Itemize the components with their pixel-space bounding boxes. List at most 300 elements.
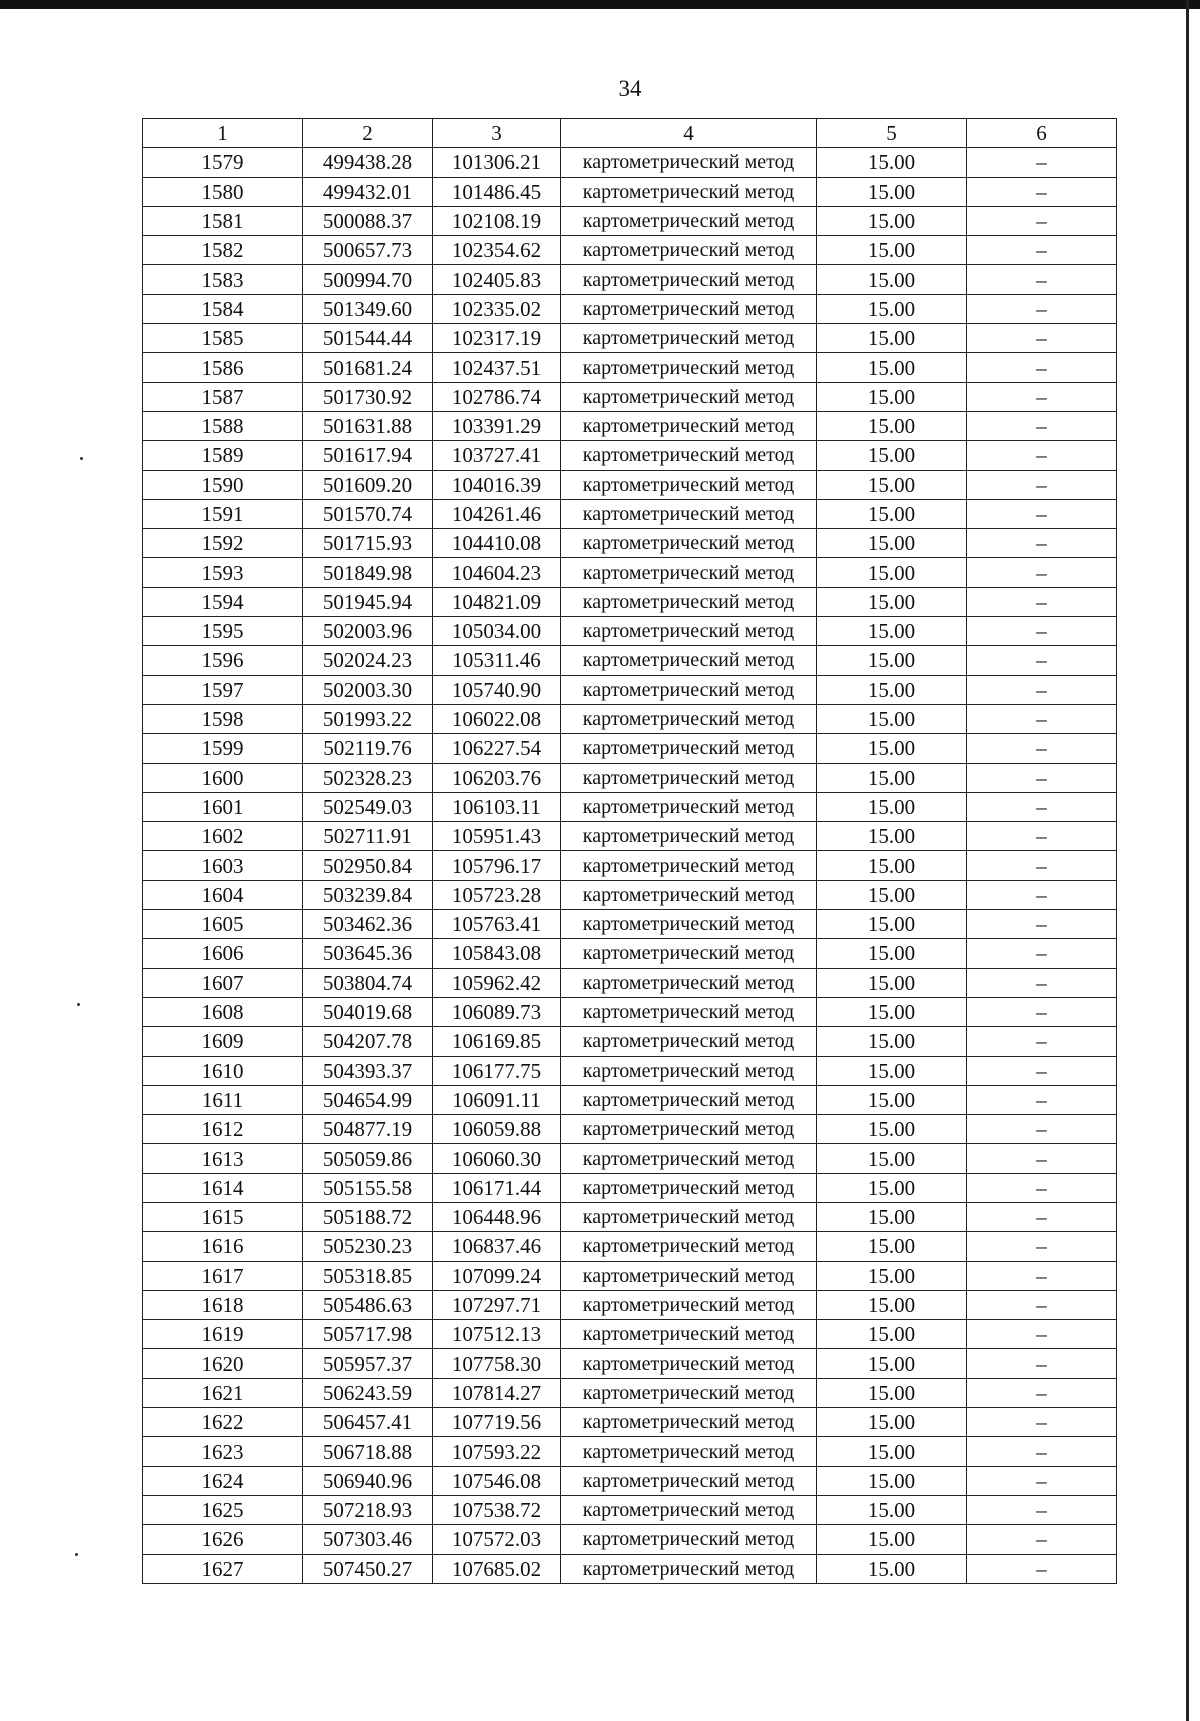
table-row — [143, 411, 1117, 440]
cell-y-coordinate: 102108.19 — [433, 206, 561, 235]
cell-note: – — [967, 1261, 1117, 1290]
cell-x-coordinate: 502003.30 — [303, 675, 433, 704]
cell-point-number: 1617 — [143, 1261, 303, 1290]
cell-y-coordinate: 106089.73 — [433, 997, 561, 1026]
table-row — [143, 587, 1117, 616]
cell-method: картометрический метод — [561, 910, 817, 939]
column-header-6: 6 — [967, 119, 1117, 148]
table-row — [143, 1232, 1117, 1261]
table-row — [143, 1554, 1117, 1583]
cell-x-coordinate: 501570.74 — [303, 499, 433, 528]
cell-note: – — [967, 499, 1117, 528]
cell-accuracy: 15.00 — [817, 1085, 967, 1114]
cell-note: – — [967, 763, 1117, 792]
cell-y-coordinate: 106022.08 — [433, 704, 561, 733]
cell-y-coordinate: 106169.85 — [433, 1027, 561, 1056]
table-row — [143, 675, 1117, 704]
cell-note: – — [967, 1378, 1117, 1407]
cell-y-coordinate: 107546.08 — [433, 1466, 561, 1495]
cell-method: картометрический метод — [561, 1437, 817, 1466]
cell-point-number: 1594 — [143, 587, 303, 616]
cell-point-number: 1590 — [143, 470, 303, 499]
cell-accuracy: 15.00 — [817, 1349, 967, 1378]
cell-y-coordinate: 101486.45 — [433, 177, 561, 206]
cell-note: – — [967, 1056, 1117, 1085]
cell-point-number: 1613 — [143, 1144, 303, 1173]
cell-x-coordinate: 504207.78 — [303, 1027, 433, 1056]
cell-method: картометрический метод — [561, 294, 817, 323]
table-row — [143, 763, 1117, 792]
cell-note: – — [967, 265, 1117, 294]
cell-note: – — [967, 704, 1117, 733]
cell-point-number: 1610 — [143, 1056, 303, 1085]
cell-accuracy: 15.00 — [817, 763, 967, 792]
cell-note: – — [967, 558, 1117, 587]
cell-note: – — [967, 1349, 1117, 1378]
column-header-3: 3 — [433, 119, 561, 148]
cell-x-coordinate: 502024.23 — [303, 646, 433, 675]
cell-x-coordinate: 501544.44 — [303, 324, 433, 353]
table-row — [143, 792, 1117, 821]
cell-accuracy: 15.00 — [817, 1144, 967, 1173]
table-row — [143, 1144, 1117, 1173]
cell-note: – — [967, 792, 1117, 821]
cell-method: картометрический метод — [561, 1378, 817, 1407]
cell-accuracy: 15.00 — [817, 646, 967, 675]
table-row — [143, 617, 1117, 646]
cell-y-coordinate: 105723.28 — [433, 880, 561, 909]
cell-x-coordinate: 501609.20 — [303, 470, 433, 499]
table-body — [143, 148, 1117, 1584]
cell-x-coordinate: 502328.23 — [303, 763, 433, 792]
cell-point-number: 1607 — [143, 968, 303, 997]
cell-note: – — [967, 382, 1117, 411]
cell-y-coordinate: 106227.54 — [433, 734, 561, 763]
cell-accuracy: 15.00 — [817, 1232, 967, 1261]
cell-point-number: 1609 — [143, 1027, 303, 1056]
cell-point-number: 1587 — [143, 382, 303, 411]
cell-y-coordinate: 106103.11 — [433, 792, 561, 821]
cell-method: картометрический метод — [561, 1027, 817, 1056]
table-row — [143, 265, 1117, 294]
cell-y-coordinate: 102437.51 — [433, 353, 561, 382]
cell-note: – — [967, 236, 1117, 265]
cell-y-coordinate: 105034.00 — [433, 617, 561, 646]
cell-note: – — [967, 1173, 1117, 1202]
cell-y-coordinate: 105311.46 — [433, 646, 561, 675]
cell-x-coordinate: 505230.23 — [303, 1232, 433, 1261]
table-row — [143, 382, 1117, 411]
cell-y-coordinate: 105951.43 — [433, 822, 561, 851]
cell-note: – — [967, 1554, 1117, 1583]
cell-point-number: 1606 — [143, 939, 303, 968]
cell-method: картометрический метод — [561, 997, 817, 1026]
cell-accuracy: 15.00 — [817, 148, 967, 177]
table-row — [143, 1290, 1117, 1319]
cell-point-number: 1615 — [143, 1202, 303, 1231]
cell-accuracy: 15.00 — [817, 1027, 967, 1056]
cell-point-number: 1611 — [143, 1085, 303, 1114]
table-row — [143, 177, 1117, 206]
cell-method: картометрический метод — [561, 1408, 817, 1437]
cell-method: картометрический метод — [561, 704, 817, 733]
cell-note: – — [967, 822, 1117, 851]
cell-method: картометрический метод — [561, 1173, 817, 1202]
cell-x-coordinate: 504393.37 — [303, 1056, 433, 1085]
cell-accuracy: 15.00 — [817, 851, 967, 880]
cell-accuracy: 15.00 — [817, 704, 967, 733]
cell-accuracy: 15.00 — [817, 1378, 967, 1407]
cell-accuracy: 15.00 — [817, 324, 967, 353]
cell-note: – — [967, 617, 1117, 646]
cell-note: – — [967, 529, 1117, 558]
cell-y-coordinate: 107719.56 — [433, 1408, 561, 1437]
cell-y-coordinate: 102317.19 — [433, 324, 561, 353]
cell-point-number: 1623 — [143, 1437, 303, 1466]
cell-note: – — [967, 148, 1117, 177]
cell-point-number: 1597 — [143, 675, 303, 704]
cell-x-coordinate: 505486.63 — [303, 1290, 433, 1319]
table-row — [143, 324, 1117, 353]
cell-x-coordinate: 505188.72 — [303, 1202, 433, 1231]
cell-point-number: 1624 — [143, 1466, 303, 1495]
table-row — [143, 236, 1117, 265]
table-row — [143, 148, 1117, 177]
cell-accuracy: 15.00 — [817, 1115, 967, 1144]
cell-y-coordinate: 107593.22 — [433, 1437, 561, 1466]
cell-x-coordinate: 505059.86 — [303, 1144, 433, 1173]
cell-accuracy: 15.00 — [817, 294, 967, 323]
cell-accuracy: 15.00 — [817, 1525, 967, 1554]
cell-method: картометрический метод — [561, 1144, 817, 1173]
cell-note: – — [967, 353, 1117, 382]
cell-note: – — [967, 1290, 1117, 1319]
cell-x-coordinate: 502549.03 — [303, 792, 433, 821]
cell-accuracy: 15.00 — [817, 1408, 967, 1437]
coordinates-table-container — [142, 118, 1116, 1584]
cell-method: картометрический метод — [561, 499, 817, 528]
cell-accuracy: 15.00 — [817, 1554, 967, 1583]
cell-x-coordinate: 503462.36 — [303, 910, 433, 939]
cell-note: – — [967, 411, 1117, 440]
table-row — [143, 1525, 1117, 1554]
table-row — [143, 529, 1117, 558]
cell-y-coordinate: 103391.29 — [433, 411, 561, 440]
table-row — [143, 1056, 1117, 1085]
cell-point-number: 1626 — [143, 1525, 303, 1554]
cell-accuracy: 15.00 — [817, 617, 967, 646]
cell-accuracy: 15.00 — [817, 1202, 967, 1231]
cell-point-number: 1608 — [143, 997, 303, 1026]
cell-point-number: 1598 — [143, 704, 303, 733]
cell-y-coordinate: 106059.88 — [433, 1115, 561, 1144]
cell-method: картометрический метод — [561, 353, 817, 382]
cell-y-coordinate: 104604.23 — [433, 558, 561, 587]
cell-method: картометрический метод — [561, 236, 817, 265]
cell-x-coordinate: 499432.01 — [303, 177, 433, 206]
cell-accuracy: 15.00 — [817, 1437, 967, 1466]
cell-note: – — [967, 206, 1117, 235]
cell-y-coordinate: 107538.72 — [433, 1495, 561, 1524]
cell-method: картометрический метод — [561, 558, 817, 587]
cell-note: – — [967, 997, 1117, 1026]
table-row — [143, 206, 1117, 235]
cell-point-number: 1605 — [143, 910, 303, 939]
column-header-2: 2 — [303, 119, 433, 148]
cell-y-coordinate: 102405.83 — [433, 265, 561, 294]
table-row — [143, 1320, 1117, 1349]
cell-accuracy: 15.00 — [817, 1466, 967, 1495]
table-row — [143, 822, 1117, 851]
cell-x-coordinate: 500088.37 — [303, 206, 433, 235]
cell-y-coordinate: 105962.42 — [433, 968, 561, 997]
cell-point-number: 1612 — [143, 1115, 303, 1144]
cell-method: картометрический метод — [561, 382, 817, 411]
cell-accuracy: 15.00 — [817, 353, 967, 382]
cell-point-number: 1599 — [143, 734, 303, 763]
cell-point-number: 1602 — [143, 822, 303, 851]
cell-point-number: 1581 — [143, 206, 303, 235]
cell-point-number: 1618 — [143, 1290, 303, 1319]
cell-method: картометрический метод — [561, 939, 817, 968]
scan-right-edge — [1186, 0, 1189, 1721]
cell-note: – — [967, 1085, 1117, 1114]
cell-accuracy: 15.00 — [817, 1056, 967, 1085]
cell-method: картометрический метод — [561, 1290, 817, 1319]
table-row — [143, 734, 1117, 763]
cell-y-coordinate: 102335.02 — [433, 294, 561, 323]
cell-method: картометрический метод — [561, 441, 817, 470]
cell-accuracy: 15.00 — [817, 382, 967, 411]
table-row — [143, 997, 1117, 1026]
cell-method: картометрический метод — [561, 1466, 817, 1495]
cell-method: картометрический метод — [561, 1261, 817, 1290]
cell-method: картометрический метод — [561, 822, 817, 851]
table-row — [143, 1115, 1117, 1144]
cell-x-coordinate: 501993.22 — [303, 704, 433, 733]
table-row — [143, 968, 1117, 997]
cell-method: картометрический метод — [561, 470, 817, 499]
cell-accuracy: 15.00 — [817, 792, 967, 821]
cell-accuracy: 15.00 — [817, 265, 967, 294]
cell-y-coordinate: 106091.11 — [433, 1085, 561, 1114]
cell-x-coordinate: 506457.41 — [303, 1408, 433, 1437]
table-row — [143, 880, 1117, 909]
cell-y-coordinate: 106448.96 — [433, 1202, 561, 1231]
table-row — [143, 353, 1117, 382]
cell-y-coordinate: 107758.30 — [433, 1349, 561, 1378]
cell-method: картометрический метод — [561, 763, 817, 792]
cell-y-coordinate: 107512.13 — [433, 1320, 561, 1349]
cell-method: картометрический метод — [561, 1349, 817, 1378]
cell-method: картометрический метод — [561, 1202, 817, 1231]
cell-y-coordinate: 105796.17 — [433, 851, 561, 880]
cell-accuracy: 15.00 — [817, 997, 967, 1026]
column-header-4: 4 — [561, 119, 817, 148]
cell-method: картометрический метод — [561, 1115, 817, 1144]
cell-y-coordinate: 106171.44 — [433, 1173, 561, 1202]
cell-point-number: 1595 — [143, 617, 303, 646]
table-row — [143, 1466, 1117, 1495]
cell-point-number: 1585 — [143, 324, 303, 353]
cell-point-number: 1625 — [143, 1495, 303, 1524]
cell-accuracy: 15.00 — [817, 558, 967, 587]
cell-point-number: 1591 — [143, 499, 303, 528]
table-row — [143, 704, 1117, 733]
cell-note: – — [967, 470, 1117, 499]
table-row — [143, 939, 1117, 968]
cell-x-coordinate: 506718.88 — [303, 1437, 433, 1466]
cell-method: картометрический метод — [561, 675, 817, 704]
cell-accuracy: 15.00 — [817, 411, 967, 440]
table-row — [143, 294, 1117, 323]
cell-accuracy: 15.00 — [817, 470, 967, 499]
cell-point-number: 1603 — [143, 851, 303, 880]
cell-y-coordinate: 102786.74 — [433, 382, 561, 411]
cell-method: картометрический метод — [561, 1056, 817, 1085]
cell-note: – — [967, 1495, 1117, 1524]
cell-x-coordinate: 501849.98 — [303, 558, 433, 587]
cell-x-coordinate: 502711.91 — [303, 822, 433, 851]
page-number: 34 — [618, 76, 642, 101]
table-row — [143, 1202, 1117, 1231]
cell-accuracy: 15.00 — [817, 910, 967, 939]
cell-x-coordinate: 500994.70 — [303, 265, 433, 294]
table-row — [143, 499, 1117, 528]
cell-x-coordinate: 505318.85 — [303, 1261, 433, 1290]
cell-point-number: 1604 — [143, 880, 303, 909]
cell-x-coordinate: 501945.94 — [303, 587, 433, 616]
cell-y-coordinate: 101306.21 — [433, 148, 561, 177]
cell-note: – — [967, 1437, 1117, 1466]
cell-point-number: 1616 — [143, 1232, 303, 1261]
cell-method: картометрический метод — [561, 1232, 817, 1261]
table-row — [143, 441, 1117, 470]
cell-method: картометрический метод — [561, 177, 817, 206]
cell-x-coordinate: 504654.99 — [303, 1085, 433, 1114]
cell-note: – — [967, 675, 1117, 704]
cell-method: картометрический метод — [561, 1085, 817, 1114]
cell-point-number: 1601 — [143, 792, 303, 821]
cell-method: картометрический метод — [561, 792, 817, 821]
cell-point-number: 1596 — [143, 646, 303, 675]
cell-method: картометрический метод — [561, 587, 817, 616]
cell-method: картометрический метод — [561, 968, 817, 997]
cell-point-number: 1583 — [143, 265, 303, 294]
cell-method: картометрический метод — [561, 1554, 817, 1583]
cell-point-number: 1579 — [143, 148, 303, 177]
cell-note: – — [967, 177, 1117, 206]
cell-x-coordinate: 500657.73 — [303, 236, 433, 265]
table-row — [143, 1495, 1117, 1524]
cell-point-number: 1621 — [143, 1378, 303, 1407]
cell-x-coordinate: 502003.96 — [303, 617, 433, 646]
cell-y-coordinate: 107099.24 — [433, 1261, 561, 1290]
cell-accuracy: 15.00 — [817, 1173, 967, 1202]
cell-accuracy: 15.00 — [817, 177, 967, 206]
cell-point-number: 1580 — [143, 177, 303, 206]
cell-x-coordinate: 501631.88 — [303, 411, 433, 440]
cell-point-number: 1588 — [143, 411, 303, 440]
cell-note: – — [967, 1525, 1117, 1554]
cell-x-coordinate: 507218.93 — [303, 1495, 433, 1524]
cell-y-coordinate: 104016.39 — [433, 470, 561, 499]
cell-x-coordinate: 506940.96 — [303, 1466, 433, 1495]
cell-point-number: 1614 — [143, 1173, 303, 1202]
cell-method: картометрический метод — [561, 880, 817, 909]
cell-point-number: 1619 — [143, 1320, 303, 1349]
cell-note: – — [967, 910, 1117, 939]
cell-y-coordinate: 104821.09 — [433, 587, 561, 616]
cell-x-coordinate: 503804.74 — [303, 968, 433, 997]
cell-method: картометрический метод — [561, 646, 817, 675]
column-header-5: 5 — [817, 119, 967, 148]
cell-accuracy: 15.00 — [817, 1290, 967, 1319]
table-row — [143, 646, 1117, 675]
cell-note: – — [967, 1232, 1117, 1261]
cell-y-coordinate: 105763.41 — [433, 910, 561, 939]
cell-accuracy: 15.00 — [817, 499, 967, 528]
cell-point-number: 1593 — [143, 558, 303, 587]
cell-note: – — [967, 939, 1117, 968]
cell-accuracy: 15.00 — [817, 675, 967, 704]
cell-x-coordinate: 501349.60 — [303, 294, 433, 323]
table-row — [143, 910, 1117, 939]
cell-note: – — [967, 441, 1117, 470]
table-row — [143, 1378, 1117, 1407]
scan-top-edge — [0, 0, 1200, 9]
cell-x-coordinate: 507450.27 — [303, 1554, 433, 1583]
cell-note: – — [967, 294, 1117, 323]
cell-accuracy: 15.00 — [817, 822, 967, 851]
cell-point-number: 1589 — [143, 441, 303, 470]
cell-x-coordinate: 501730.92 — [303, 382, 433, 411]
cell-y-coordinate: 105843.08 — [433, 939, 561, 968]
cell-x-coordinate: 503239.84 — [303, 880, 433, 909]
cell-accuracy: 15.00 — [817, 968, 967, 997]
cell-note: – — [967, 734, 1117, 763]
cell-x-coordinate: 505155.58 — [303, 1173, 433, 1202]
table-row — [143, 1349, 1117, 1378]
cell-point-number: 1620 — [143, 1349, 303, 1378]
cell-point-number: 1586 — [143, 353, 303, 382]
cell-note: – — [967, 1144, 1117, 1173]
table-header-row — [143, 119, 1117, 148]
cell-point-number: 1592 — [143, 529, 303, 558]
cell-note: – — [967, 324, 1117, 353]
cell-x-coordinate: 501681.24 — [303, 353, 433, 382]
cell-note: – — [967, 1202, 1117, 1231]
table-row — [143, 1173, 1117, 1202]
cell-point-number: 1600 — [143, 763, 303, 792]
cell-y-coordinate: 106177.75 — [433, 1056, 561, 1085]
cell-y-coordinate: 107297.71 — [433, 1290, 561, 1319]
cell-x-coordinate: 501715.93 — [303, 529, 433, 558]
cell-point-number: 1582 — [143, 236, 303, 265]
cell-method: картометрический метод — [561, 851, 817, 880]
table-row — [143, 851, 1117, 880]
cell-method: картометрический метод — [561, 1525, 817, 1554]
cell-accuracy: 15.00 — [817, 1495, 967, 1524]
cell-y-coordinate: 107572.03 — [433, 1525, 561, 1554]
cell-point-number: 1627 — [143, 1554, 303, 1583]
cell-y-coordinate: 104410.08 — [433, 529, 561, 558]
cell-note: – — [967, 1115, 1117, 1144]
cell-x-coordinate: 503645.36 — [303, 939, 433, 968]
cell-y-coordinate: 106203.76 — [433, 763, 561, 792]
cell-method: картометрический метод — [561, 1495, 817, 1524]
cell-y-coordinate: 107814.27 — [433, 1378, 561, 1407]
